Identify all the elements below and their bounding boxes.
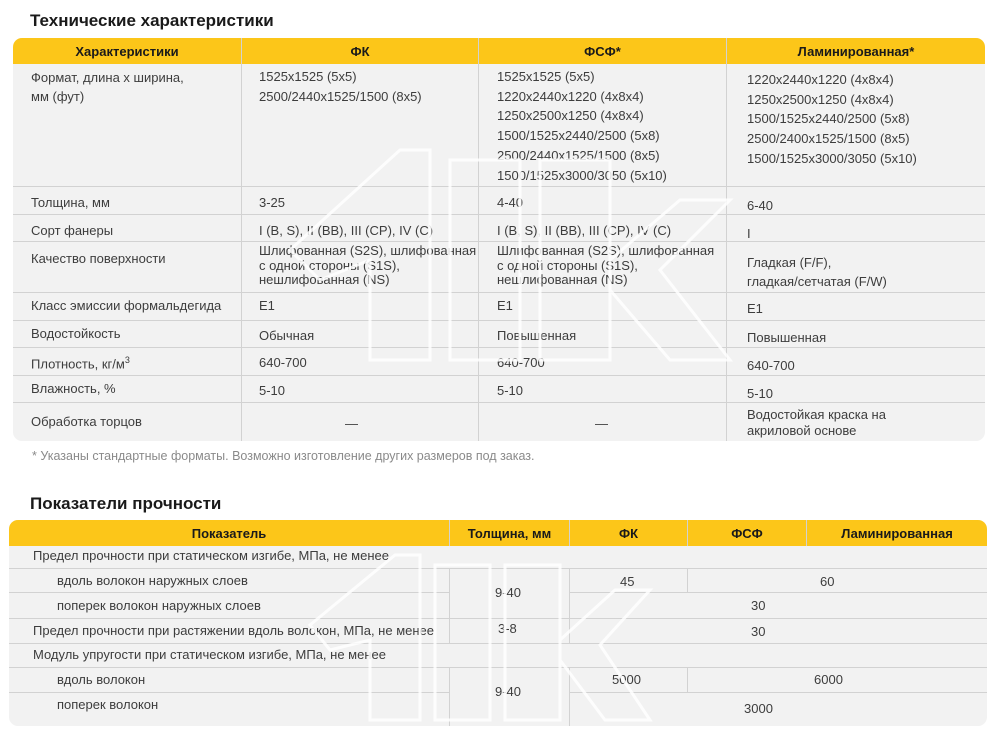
cell-water-fsf: Повышенная	[497, 328, 577, 343]
specs-table	[13, 38, 985, 441]
cell-grade-fsf: I (B, S), II (BB), III (CP), IV (C)	[497, 223, 672, 238]
row-divider	[13, 402, 985, 403]
cell-format-fsf: 1525x1525 (5x5) 1220x2440x1220 (4x8x4) 1250x2500x1250 (4x8x4) 1500/1525x2440/2500 (5x8) 2500/2440x1525/1500 (8x5) 1500/1525x3000/3050 (5x10)	[497, 69, 667, 183]
column-divider	[449, 568, 450, 643]
cell-water-fk: Обычная	[259, 328, 315, 343]
row-divider	[13, 320, 985, 321]
cell-water-lam: Повышенная	[747, 330, 827, 345]
row-divider	[569, 592, 987, 593]
cell-edge-fsf: —	[595, 416, 608, 431]
row-elastic-modulus: Модуль упругости при статическом изгибе, МПа, не менее	[33, 647, 386, 662]
header-laminated: Ламинированная	[807, 520, 987, 546]
row-label-thickness: Толщина, мм	[31, 195, 110, 210]
column-divider	[449, 667, 450, 726]
cell-humidity-fsf: 5-10	[497, 383, 524, 398]
cell-format-fk: 1525x1525 (5x5) 2500/2440x1525/1500 (8x5)	[259, 69, 422, 104]
row-along-outer-fibers: вдоль волокон наружных слоев	[57, 573, 248, 588]
row-divider	[9, 692, 449, 693]
cell-thickness-fsf: 4-40	[497, 195, 524, 210]
row-divider	[569, 692, 987, 693]
column-divider	[569, 520, 570, 546]
row-static-bending-strength: Предел прочности при статическом изгибе, МПа, не менее	[33, 548, 389, 563]
row-label-format: Формат, длина х ширина, мм (фут)	[31, 70, 184, 104]
header-characteristics: Характеристики	[13, 38, 241, 64]
cell-thickness-fk: 3-25	[259, 195, 286, 210]
row-label-emission: Класс эмиссии формальдегида	[31, 298, 222, 313]
cell-emission-fk: E1	[259, 298, 275, 313]
column-divider	[806, 520, 807, 546]
section-title-strength: Показатели прочности	[30, 494, 222, 513]
row-divider	[13, 214, 985, 215]
value-bending-along-other: 60	[820, 574, 835, 589]
column-divider	[569, 568, 570, 643]
value-bending-across: 30	[751, 598, 766, 613]
strength-table	[9, 520, 987, 726]
row-divider	[13, 347, 985, 348]
row-divider	[9, 568, 987, 569]
column-divider	[478, 38, 479, 441]
row-label-humidity: Влажность, %	[31, 381, 116, 396]
cell-thickness-lam: 6-40	[747, 198, 774, 213]
cell-edge-fk: —	[345, 416, 358, 431]
row-divider	[9, 643, 987, 644]
row-label-grade: Сорт фанеры	[31, 223, 114, 238]
row-divider	[9, 667, 987, 668]
section-title-specs: Технические характеристики	[30, 11, 274, 30]
value-modulus-along-other: 6000	[814, 672, 843, 687]
cell-emission-fsf: E1	[497, 298, 513, 313]
cell-grade-fk: I (B, S), II (BB), III (CP), IV (C)	[259, 223, 434, 238]
cell-surface-lam: Гладкая (F/F), гладкая/сетчатая (F/W)	[747, 255, 887, 289]
thickness-modulus: 9-40	[495, 684, 522, 699]
row-divider	[13, 186, 985, 187]
thickness-tensile: 3-8	[498, 621, 517, 636]
cell-surface-fk: Шлифованная (S2S), шлифованная с одной стороны (S1S), нешлифованная (NS)	[259, 243, 477, 287]
cell-density-lam: 640-700	[747, 358, 795, 373]
header-fk: ФК	[242, 38, 478, 64]
cell-humidity-fk: 5-10	[259, 383, 286, 398]
cell-density-fk: 640-700	[259, 355, 307, 370]
cell-grade-lam: I	[747, 226, 751, 241]
value-bending-along-fk: 45	[620, 574, 635, 589]
header-fsf: ФСФ*	[479, 38, 726, 64]
row-divider	[13, 292, 985, 293]
row-label-surface: Качество поверхности	[31, 251, 166, 266]
row-label-water-resistance: Водостойкость	[31, 326, 121, 341]
footnote: * Указаны стандартные форматы. Возможно изготовление других размеров под заказ.	[32, 449, 535, 463]
thickness-bending: 9-40	[495, 585, 522, 600]
cell-format-lam: 1220x2440x1220 (4x8x4) 1250x2500x1250 (4x8x4) 1500/1525x2440/2500 (5x8) 2500/2400x1525/1500 (8x5) 1500/1525x3000/3050 (5x10)	[747, 72, 917, 166]
column-divider	[241, 38, 242, 441]
cell-humidity-lam: 5-10	[747, 386, 774, 401]
column-divider	[687, 520, 688, 546]
header-fsf: ФСФ	[688, 520, 806, 546]
cell-surface-fsf: Шлифованная (S2S), шлифованная с одной стороны (S1S), нешлифованная (NS)	[497, 243, 715, 287]
column-divider	[687, 568, 688, 592]
header-laminated: Ламинированная*	[727, 38, 985, 64]
row-across-fibers: поперек волокон	[57, 697, 159, 712]
column-divider	[726, 38, 727, 441]
value-modulus-along-fk: 5000	[612, 672, 641, 687]
column-divider	[687, 667, 688, 692]
row-divider	[9, 592, 449, 593]
cell-edge-lam: Водостойкая краска на акриловой основе	[747, 407, 886, 438]
header-fk: ФК	[570, 520, 687, 546]
value-tensile: 30	[751, 624, 766, 639]
row-across-outer-fibers: поперек волокон наружных слоев	[57, 598, 261, 613]
column-divider	[569, 667, 570, 726]
cell-emission-lam: E1	[747, 301, 763, 316]
column-divider	[449, 520, 450, 546]
cell-density-fsf: 640-700	[497, 355, 545, 370]
header-thickness: Толщина, мм	[450, 520, 569, 546]
row-label-density: Плотность, $кг/м^3$	[31, 355, 130, 372]
row-divider	[13, 241, 985, 242]
row-along-fibers: вдоль волокон	[57, 672, 146, 687]
header-indicator: Показатель	[9, 520, 449, 546]
row-divider	[13, 375, 985, 376]
value-modulus-across: 3000	[744, 701, 773, 716]
row-label-edge: Обработка торцов	[31, 414, 142, 429]
row-tensile-strength: Предел прочности при растяжении вдоль волокон, МПа, не менее	[33, 623, 435, 638]
